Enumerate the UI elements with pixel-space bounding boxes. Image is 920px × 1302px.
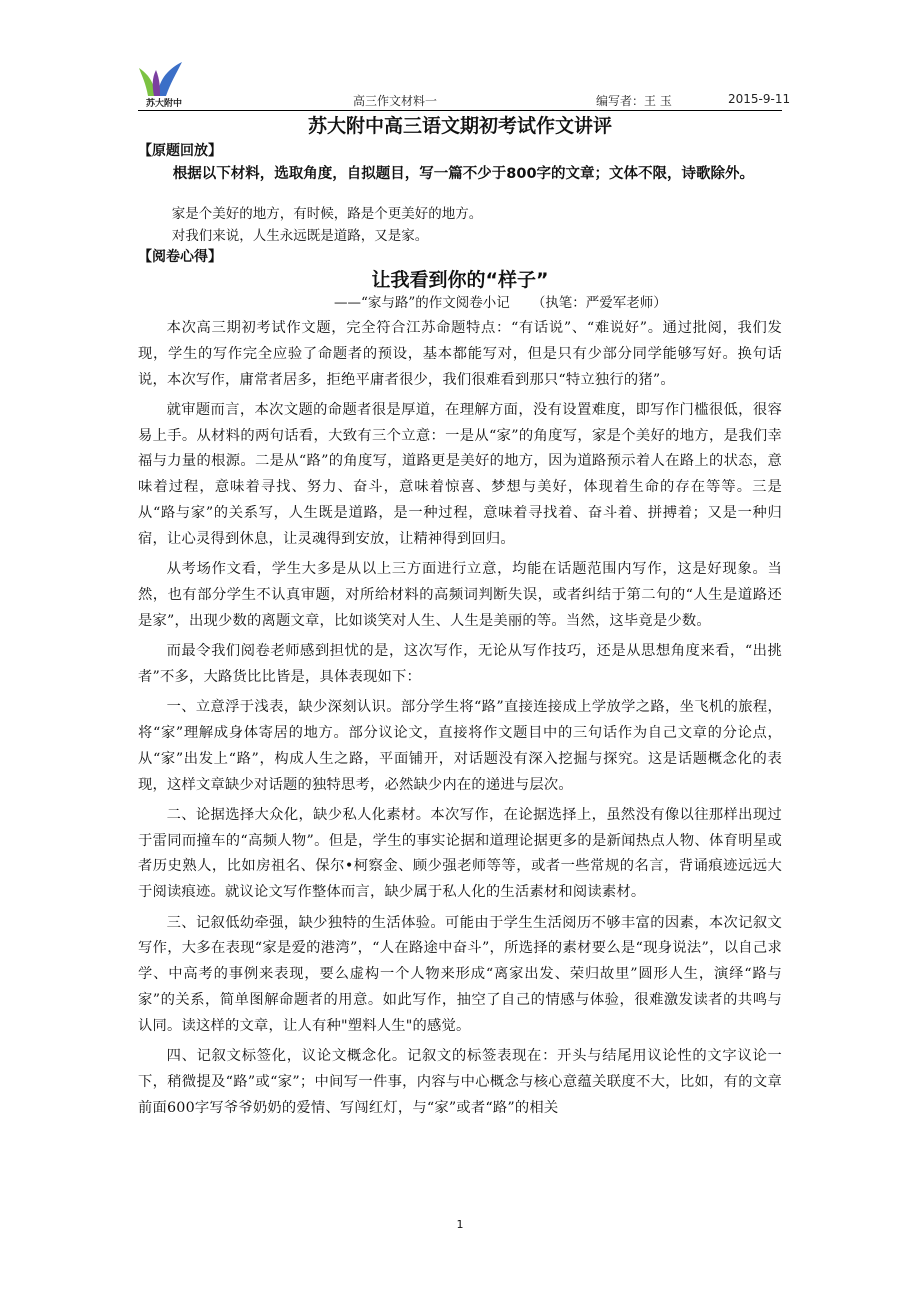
paragraph: 本次高三期初考试作文题，完全符合江苏命题特点：“有话说”、“难说好”。通过批阅，我们发现，学生的写作完全应验了命题者的预设，基本都能写对，但是只有少部分同学能够写好。换句话说，本次写作，庸常者居多，拒绝平庸者很少，我们很难看到那只“特立独行的猪”。 — [138, 320, 782, 388]
logo-text: 苏大附中 — [145, 99, 182, 109]
essay-title: 让我看到你的“样子” — [371, 269, 549, 291]
paragraph: 从考场作文看，学生大多是从以上三方面进行立意，均能在话题范围内写作，这是好现象。当然，也有部分学生不认真审题，对所给材料的高频词判断失误，或者纠结于第二句的“人生是道路还是家”，出现少数的离题文章，比如谈笑对人生、人生是美丽的等。当然，这毕竟是少数。 — [138, 561, 782, 629]
essay-body — [138, 316, 782, 1126]
header-rule — [138, 110, 782, 111]
material-line-2: 对我们来说，人生永远既是道路，又是家。 — [171, 228, 429, 244]
byline-main: ——“家与路”的作文阅卷小记 — [334, 295, 510, 311]
paragraph: 二、论据选择大众化，缺少私人化素材。本次写作，在论据选择上，虽然没有像以往那样出现过于雷同而撞车的“高频人物”。但是，学生的事实论据和道理论据更多的是新闻热点人物、体育明星或者历史熟人，比如房祖名、保尔•柯察金、顾少强老师等等，或者一些常规的名言，背诵痕迹远远大于阅读痕迹。就议论文写作整体而言，缺少属于私人化的生活素材和阅读素材。 — [138, 806, 782, 901]
byline-author: （执笔：严爱军老师） — [531, 295, 667, 311]
paragraph: 三、记叙低幼牵强，缺少独特的生活体验。可能由于学生生活阅历不够丰富的因素，本次记叙文写作，大多在表现“家是爱的港湾”，“人在路途中奋斗”，所选择的素材要么是“现身说法”，以自己求学、中高考的事例来表现，要么虚构一个人物来形成“离家出发、荣归故里”圆形人生，演绎“路与家”的关系，简单图解命题者的用意。如此写作，抽空了自己的情感与体验，很难激发读者的共鸣与认同。读这样的文章，让人有种"塑料人生"的感觉。 — [138, 914, 782, 1034]
material-line-1: 家是个美好的地方，有时候，路是个更美好的地方。 — [171, 206, 483, 222]
header-center-title: 高三作文材料一 — [353, 94, 438, 108]
page-number: 1 — [456, 1218, 464, 1231]
paragraph: 就审题而言，本次文题的命题者很是厚道，在理解方面，没有设置难度，即写作门槛很低，很容易上手。从材料的两句话看，大致有三个立意：一是从“家”的角度写，家是个美好的地方，是我们幸福与力量的根源。二是从“路”的角度写，道路更是美好的地方，因为道路预示着人在路上的状态，意味着过程，意味着寻找、努力、奋斗，意味着惊喜、梦想与美好，体现着生命的存在等等。三是从“路与家”的关系写，人生既是道路，是一种过程，意味着寻找着、奋斗着、拼搏着；又是一种归宿，让心灵得到休息，让灵魂得到安放，让精神得到回归。 — [138, 401, 782, 547]
paragraph: 而最令我们阅卷老师感到担忧的是，这次写作，无论从写作技巧，还是从思想角度来看，“出挑者”不多，大路货比比皆是，具体表现如下： — [138, 643, 782, 685]
header-date: 2015-9-11 — [728, 92, 791, 106]
section-heading-grading-notes: 【阅卷心得】 — [138, 249, 222, 265]
section-heading-original-question: 【原题回放】 — [138, 143, 222, 159]
header-author: 编写者：王 玉 — [596, 94, 672, 108]
document-title: 苏大附中高三语文期初考试作文讲评 — [307, 115, 612, 137]
essay-byline — [334, 292, 667, 314]
paragraph: 一、立意浮于浅表，缺少深刻认识。部分学生将“路”直接连接成上学放学之路，坐飞机的旅程，将“家”理解成身体寄居的地方。部分议论文，直接将作文题目中的三句话作为自己文章的分论点，从“家”出发上“路”，构成人生之路，平面铺开，对话题没有深入挖掘与探究。这是话题概念化的表现，这样文章缺少对话题的独特思考，必然缺少内在的递进与层次。 — [138, 699, 782, 793]
task-instruction: 根据以下材料，选取角度，自拟题目，写一篇不少于800字的文章；文体不限，诗歌除外。 — [172, 166, 755, 182]
paragraph: 四、记叙文标签化，议论文概念化。记叙文的标签表现在：开头与结尾用议论性的文字议论一下，稍微提及“路”或“家”；中间写一件事，内容与中心概念与核心意蕴关联度不大，比如，有的文章前面600字写爷爷奶奶的爱情、写闯红灯，与“家”或者“路”的相关 — [138, 1048, 782, 1116]
